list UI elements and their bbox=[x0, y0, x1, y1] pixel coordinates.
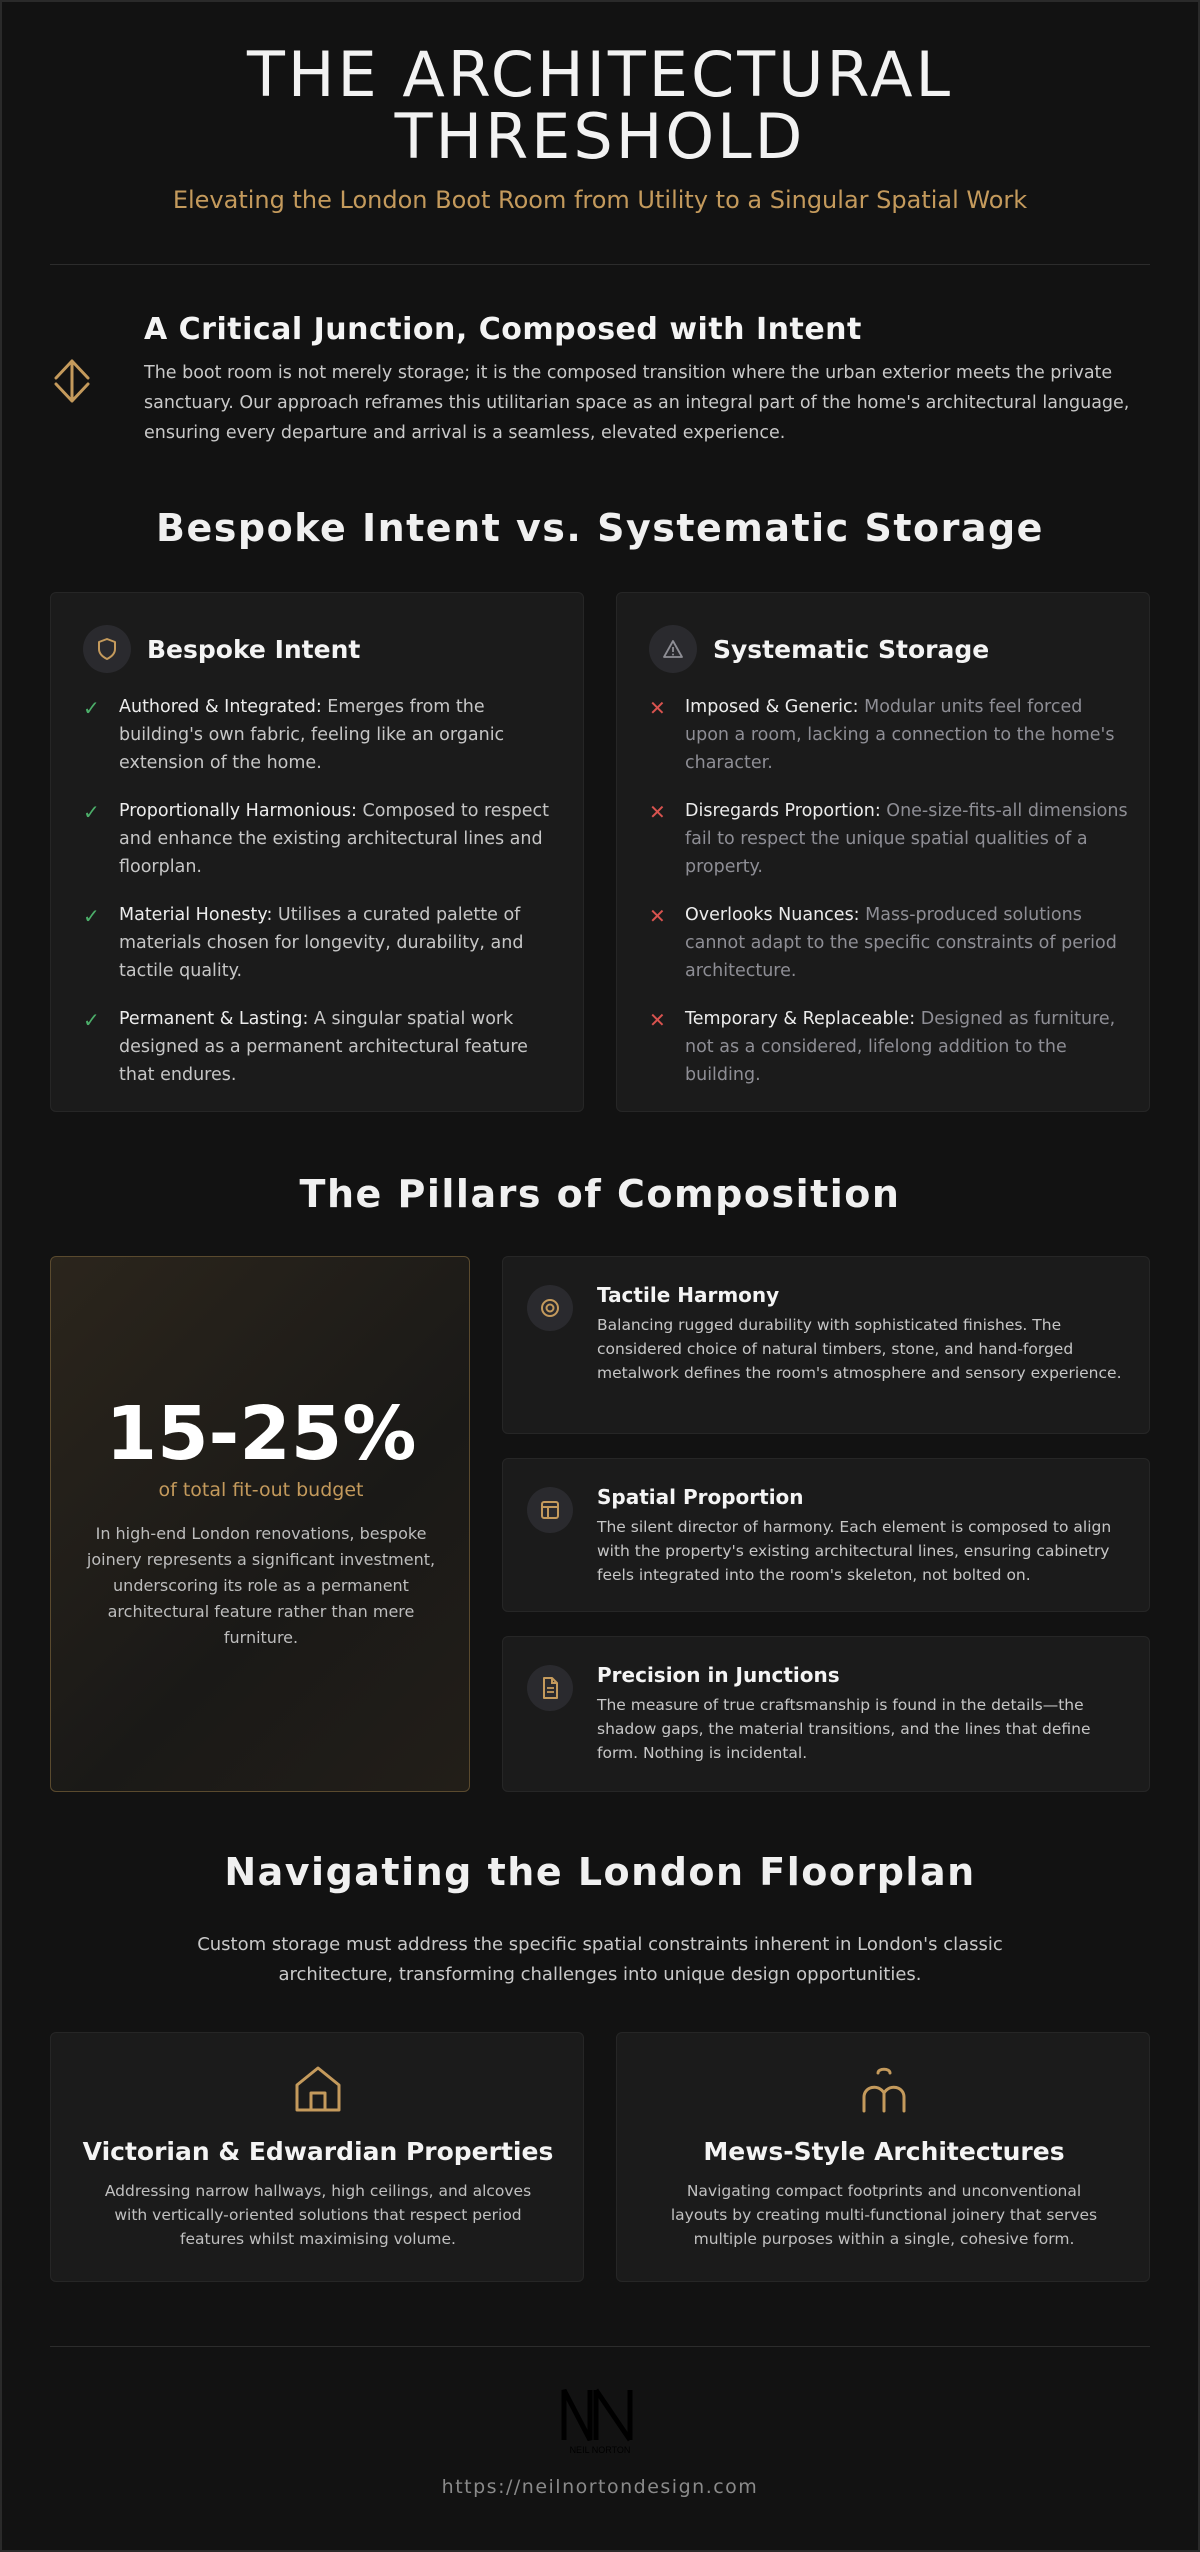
check-icon: ✓ bbox=[83, 696, 100, 720]
cross-icon: ✕ bbox=[649, 696, 666, 720]
stat-label: of total fit-out budget bbox=[158, 1479, 364, 1501]
item-strong: Overlooks Nuances: bbox=[685, 905, 860, 925]
list-item bbox=[649, 1005, 1129, 1089]
website-link[interactable]: https://neilnortondesign.com bbox=[441, 2476, 759, 2498]
check-icon: ✓ bbox=[83, 800, 100, 824]
list-item bbox=[83, 693, 563, 777]
list-item bbox=[83, 1005, 563, 1089]
pillars-title: The Pillars of Composition bbox=[299, 1172, 901, 1216]
warning-triangle-icon bbox=[649, 625, 697, 673]
item-strong: Material Honesty: bbox=[119, 905, 273, 925]
item-strong: Permanent & Lasting: bbox=[119, 1009, 309, 1029]
item-strong: Imposed & Generic: bbox=[685, 697, 859, 717]
stat-value: 15-25% bbox=[105, 1391, 417, 1477]
mews-card bbox=[616, 2032, 1150, 2282]
victorian-card bbox=[50, 2032, 584, 2282]
house-icon bbox=[292, 2063, 344, 2115]
pillar-card-precision bbox=[502, 1636, 1150, 1792]
item-text: Mass-produced solutions cannot adapt to the specific constraints of period architecture. bbox=[685, 905, 1117, 981]
item-strong: Temporary & Replaceable: bbox=[685, 1009, 916, 1029]
list-item bbox=[649, 901, 1129, 985]
footer-divider bbox=[50, 2346, 1150, 2347]
bespoke-title: Bespoke Intent bbox=[147, 635, 361, 664]
cross-icon: ✕ bbox=[649, 800, 666, 824]
svg-text:NEIL NORTON: NEIL NORTON bbox=[569, 2445, 631, 2455]
list-item bbox=[649, 693, 1129, 777]
pillar-title: Precision in Junctions bbox=[597, 1663, 840, 1687]
mews-arch-icon bbox=[858, 2063, 910, 2115]
item-strong: Disregards Proportion: bbox=[685, 801, 881, 821]
systematic-list bbox=[649, 693, 1129, 1109]
item-text: Modular units feel forced upon a room, lacking a connection to the home's character. bbox=[685, 697, 1115, 773]
item-text: Composed to respect and enhance the existing architectural lines and floorplan. bbox=[119, 801, 550, 877]
item-strong: Proportionally Harmonious: bbox=[119, 801, 357, 821]
cross-icon: ✕ bbox=[649, 1008, 666, 1032]
pillar-title: Tactile Harmony bbox=[597, 1283, 780, 1307]
intro-heading: A Critical Junction, Composed with Intent bbox=[144, 312, 862, 347]
card-description: Navigating compact footprints and unconventional layouts by creating multi-functional joinery that serves multiple purposes within a single, cohesive form. bbox=[670, 2182, 1098, 2248]
bespoke-card bbox=[50, 592, 584, 1112]
title-line-1: THE ARCHITECTURAL bbox=[246, 38, 954, 111]
comparison-title: Bespoke Intent vs. Systematic Storage bbox=[156, 506, 1044, 550]
item-text: Designed as furniture, not as a considered, lifelong addition to the building. bbox=[685, 1009, 1116, 1085]
pillar-title: Spatial Proportion bbox=[597, 1485, 804, 1509]
page-subtitle: Elevating the London Boot Room from Utility to a Singular Spatial Work bbox=[172, 186, 1028, 214]
item-text: Emerges from the building's own fabric, feeling like an organic extension of the home. bbox=[119, 697, 505, 773]
page-title bbox=[0, 38, 1200, 173]
pillar-card-tactile bbox=[502, 1256, 1150, 1434]
pillar-card-spatial bbox=[502, 1458, 1150, 1612]
target-icon bbox=[527, 1285, 573, 1331]
list-item bbox=[83, 797, 563, 881]
document-icon bbox=[527, 1665, 573, 1711]
item-strong: Authored & Integrated: bbox=[119, 697, 322, 717]
intro-body: The boot room is not merely storage; it is the composed transition where the urban exterior meets the private sanctuary. Our approach reframes this utilitarian space as an integral part of the home's architectural language, ensuring every departure and arrival is a seamless, elevated experience. bbox=[144, 363, 1130, 443]
floorplan-intro: Custom storage must address the specific spatial constraints inherent in London's classic architecture, transforming challenges into unique design opportunities. bbox=[197, 1934, 1003, 1985]
cross-icon: ✕ bbox=[649, 904, 666, 928]
card-title: Mews-Style Architectures bbox=[703, 2137, 1065, 2166]
pillar-description: The measure of true craftsmanship is found in the details—the shadow gaps, the material transitions, and the lines that define form. Nothing is incidental. bbox=[597, 1696, 1091, 1762]
pillar-description: Balancing rugged durability with sophisticated finishes. The considered choice of natural timbers, stone, and hand-forged metalwork defines the room's atmosphere and sensory experience. bbox=[597, 1316, 1122, 1382]
divider bbox=[50, 264, 1150, 265]
item-text: A singular spatial work designed as a permanent architectural feature that endures. bbox=[119, 1009, 528, 1085]
diamond-arrows-icon bbox=[52, 358, 92, 404]
brand-logo bbox=[560, 2384, 640, 2456]
pillar-description: The silent director of harmony. Each element is composed to align with the property's existing architectural lines, ensuring cabinetry feels integrated into the room's skeleton, not bolted on. bbox=[597, 1518, 1112, 1584]
systematic-card bbox=[616, 592, 1150, 1112]
stat-description: In high-end London renovations, bespoke joinery represents a significant investment, underscoring its role as a permanent architectural feature rather than mere furniture. bbox=[86, 1524, 436, 1647]
title-line-2: THRESHOLD bbox=[394, 100, 806, 173]
card-title: Victorian & Edwardian Properties bbox=[82, 2137, 554, 2166]
list-item bbox=[83, 901, 563, 985]
systematic-title: Systematic Storage bbox=[713, 635, 990, 664]
list-item bbox=[649, 797, 1129, 881]
card-description: Addressing narrow hallways, high ceilings, and alcoves with vertically-oriented solutions that respect period features whilst maximising volume. bbox=[104, 2182, 532, 2248]
bespoke-list bbox=[83, 693, 563, 1109]
check-icon: ✓ bbox=[83, 1008, 100, 1032]
stat-card bbox=[50, 1256, 470, 1792]
layout-icon bbox=[527, 1487, 573, 1533]
item-text: Utilises a curated palette of materials chosen for longevity, durability, and tactile quality. bbox=[119, 905, 524, 981]
floorplan-title: Navigating the London Floorplan bbox=[224, 1850, 976, 1894]
check-icon: ✓ bbox=[83, 904, 100, 928]
item-text: One-size-fits-all dimensions fail to respect the unique spatial qualities of a property. bbox=[685, 801, 1128, 877]
shield-icon bbox=[83, 625, 131, 673]
